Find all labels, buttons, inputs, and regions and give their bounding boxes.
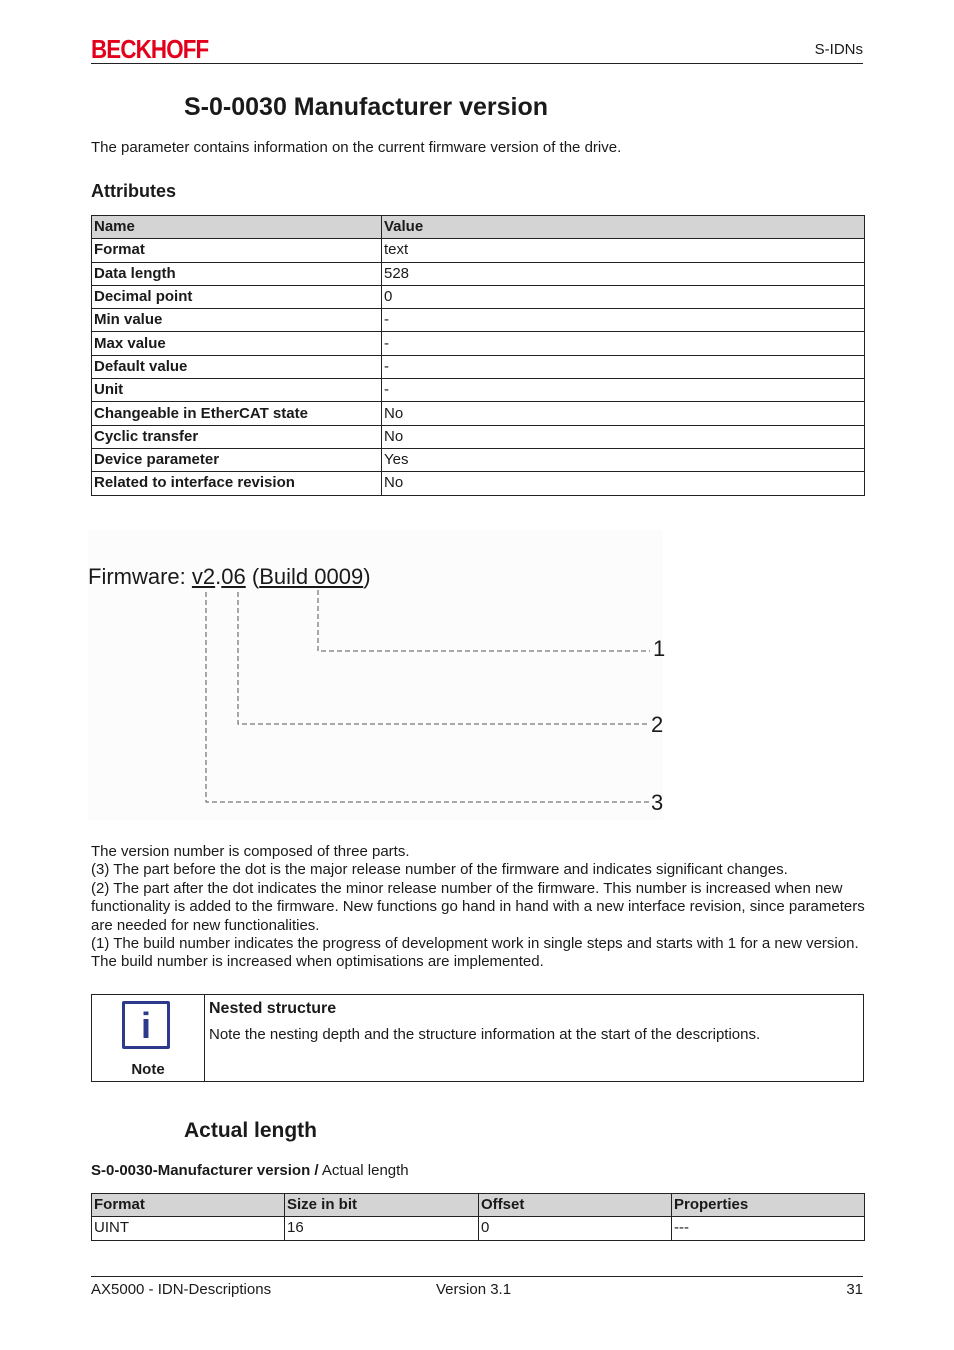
attr-name: Data length [92,262,382,285]
footer-version: Version 3.1 [436,1281,512,1298]
attr-value: text [382,239,865,262]
attr-name: Default value [92,355,382,378]
note-icon-cell [92,995,205,1081]
firmware-build: Build 0009 [259,564,364,589]
cell-offset: 0 [479,1217,672,1240]
attributes-heading: Attributes [91,181,176,201]
version-description [91,843,866,972]
attr-value: Yes [382,448,865,471]
subtitle-rest: Actual length [318,1162,409,1179]
callout-line-build [318,590,650,651]
footer-page-number: 31 [846,1281,863,1298]
attr-value: - [382,355,865,378]
callout-line-minor [238,592,650,724]
actual-length-table [91,1193,865,1241]
description-line: (3) The part before the dot is the major release number of the firmware and indicates significant changes. [91,861,788,879]
column-header-size: Size in bit [285,1194,479,1217]
callout-number-2: 2 [651,712,664,737]
firmware-minor: 06 [221,564,246,589]
callout-number-1: 1 [653,636,666,661]
info-icon [122,1001,170,1049]
column-header-properties: Properties [672,1194,865,1217]
column-header-format: Format [92,1194,285,1217]
page-title: S-0-0030 Manufacturer version [184,93,549,121]
note-box [91,994,864,1082]
column-header-name: Name [92,216,382,239]
attr-name: Decimal point [92,285,382,308]
footer-rule [91,1276,863,1277]
table-row [92,1217,865,1240]
firmware-open-paren: ( [251,564,260,589]
attr-name: Related to interface revision [92,472,382,495]
actual-length-heading: Actual length [184,1119,318,1142]
description-line: (2) The part after the dot indicates the minor release number of the firmware. This number is increased when new functionality is added to the firmware. New functions go hand in hand with a new interface revision, since parameters are needed for new functionalities. [91,879,865,934]
attr-value: - [382,379,865,402]
cell-properties: --- [672,1217,865,1240]
attr-value: - [382,309,865,332]
firmware-dot: . [215,564,222,589]
cell-size: 16 [285,1217,479,1240]
note-title: Nested structure [209,1000,337,1017]
attr-value: No [382,472,865,495]
cell-format: UINT [92,1217,285,1240]
intro-text: The parameter contains information on the current firmware version of the drive. [91,139,622,156]
callout-line-major [206,592,650,802]
column-header-offset: Offset [479,1194,672,1217]
attr-name: Unit [92,379,382,402]
attr-name: Format [92,239,382,262]
note-text: Note the nesting depth and the structure information at the start of the descriptions. [209,1026,761,1043]
footer-doc-title: AX5000 - IDN-Descriptions [91,1281,272,1298]
beckhoff-logo: BECKHOFF [91,34,209,64]
note-label: Note [131,1061,165,1078]
firmware-close-paren: ) [363,564,371,589]
attr-value: 528 [382,262,865,285]
section-label: S-IDNs [814,41,863,58]
column-header-value: Value [382,216,865,239]
table-header-row [92,1194,865,1217]
attr-name: Min value [92,309,382,332]
actual-length-subtitle [91,1162,409,1180]
attr-value: No [382,402,865,425]
attr-value: - [382,332,865,355]
attr-value: No [382,425,865,448]
firmware-prefix: Firmware: [88,564,192,589]
description-line: (1) The build number indicates the progress of development work in single steps and starts with 1 for a new version. The build number is increased when optimisations are implemented. [91,935,859,971]
callout-number-3: 3 [651,790,664,815]
subtitle-bold: S-0-0030-Manufacturer version / [91,1162,319,1179]
attr-name: Changeable in EtherCAT state [92,402,382,425]
attr-value: 0 [382,285,865,308]
attr-name: Device parameter [92,448,382,471]
firmware-major: v2 [191,564,216,589]
info-glyph: i [140,1005,151,1046]
description-line: The version number is composed of three parts. [91,843,410,860]
attr-name: Cyclic transfer [92,425,382,448]
attr-name: Max value [92,332,382,355]
